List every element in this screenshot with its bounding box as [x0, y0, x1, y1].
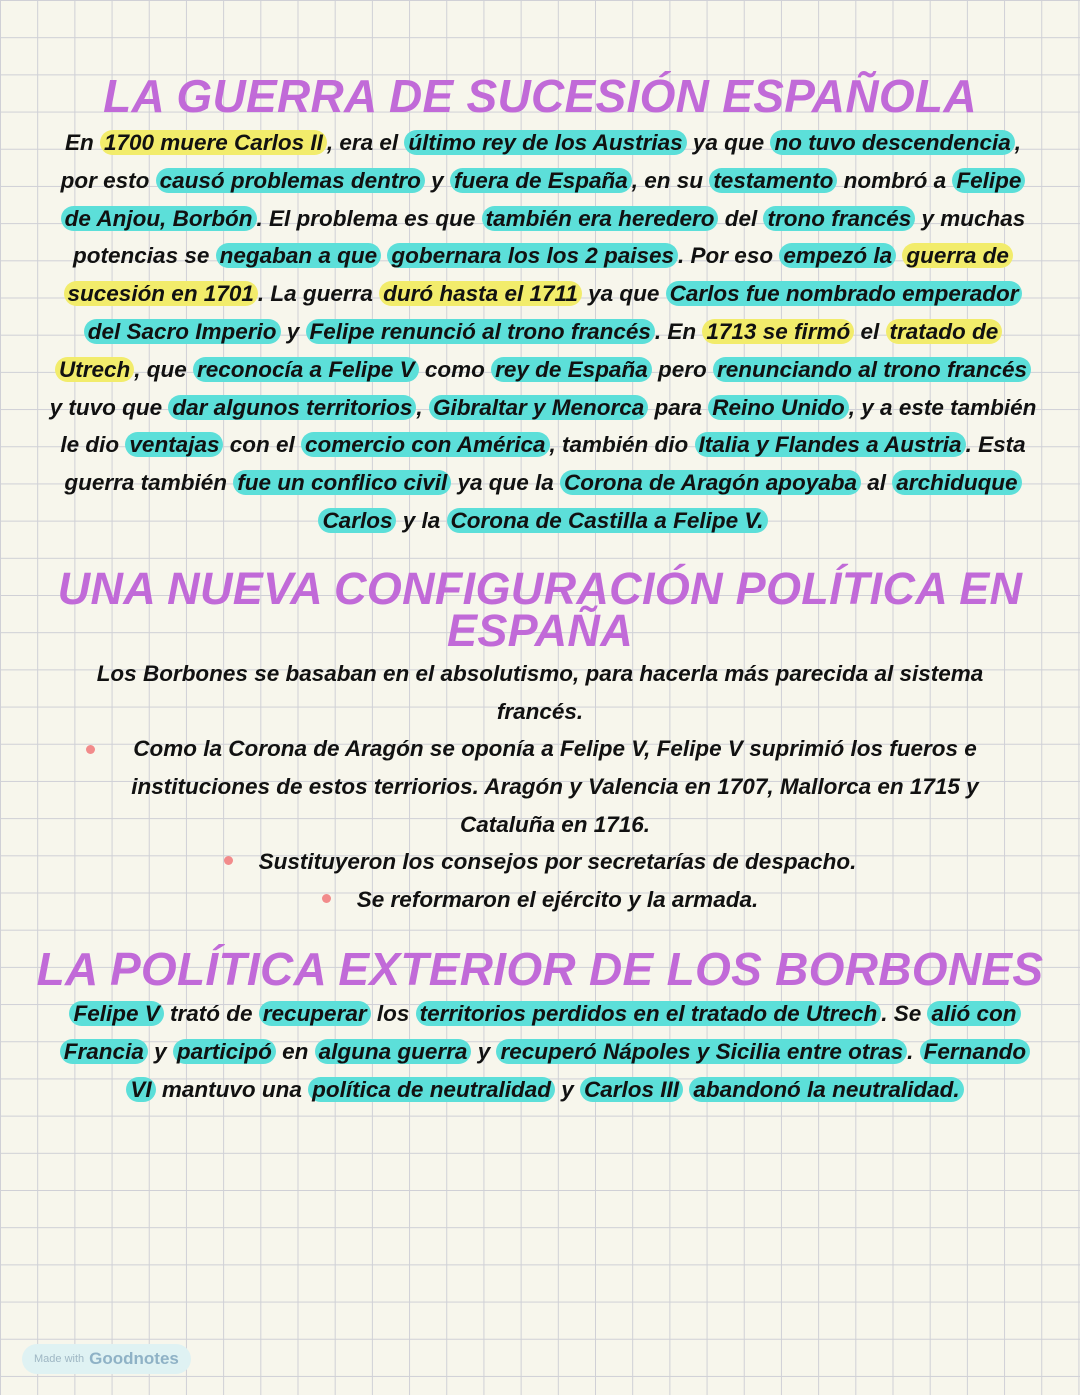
highlight-cyan: Gibraltar y Menorca: [429, 395, 648, 420]
highlight-cyan: causó problemas dentro: [156, 168, 425, 193]
highlight-cyan: Italia y Flandes a Austria: [695, 432, 966, 457]
section-3-title: LA POLÍTICA EXTERIOR DE LOS BORBONES: [36, 943, 1044, 995]
text-run: ya que la: [451, 470, 561, 496]
text-run: nombró a: [837, 167, 953, 193]
bullet-dot-icon: [86, 745, 95, 754]
list-item: [60, 881, 1020, 919]
bullet-text: Sustituyeron los consejos por secretarías de despacho.: [258, 849, 857, 875]
highlight-cyan: alió con Francia: [60, 1001, 1021, 1064]
text-run: . Por eso: [678, 243, 780, 269]
text-run: del: [718, 205, 764, 231]
highlight-cyan: trono francés: [763, 206, 915, 231]
highlight-cyan: Felipe renunció al trono francés: [306, 319, 655, 344]
section-1-title: LA GUERRA DE SUCESIÓN ESPAÑOLA: [103, 70, 977, 122]
text-run: mantuvo una: [155, 1076, 309, 1102]
text-run: . Se: [881, 1001, 928, 1026]
text-run: al: [861, 470, 893, 496]
text-run: y: [471, 1038, 497, 1064]
highlight-cyan: abandonó la neutralidad.: [689, 1077, 963, 1102]
highlight-yellow: 1713 se firmó: [702, 319, 854, 344]
text-run: trató de: [163, 1001, 259, 1026]
text-run: ya que: [581, 281, 666, 307]
bullet-text: Como la Corona de Aragón se oponía a Felipe V, Felipe V suprimió los fueros e instituciones de estos terriorios. Aragón y Valencia en 1707, Mallorca en 1715 y Cataluña en 1716.: [131, 736, 979, 837]
text-run: . La guerra: [257, 281, 380, 307]
text-run: ya que: [686, 130, 771, 155]
highlight-cyan: fue un conflico civil: [233, 470, 451, 495]
text-run: , y a este también le dio: [60, 394, 1037, 458]
bullet-dot-icon: [322, 894, 331, 903]
highlight-cyan: recuperar: [259, 1001, 371, 1026]
highlight-yellow: guerra de sucesión en 1701: [64, 243, 1013, 306]
highlight-cyan: participó: [173, 1039, 276, 1064]
text-run: y: [424, 167, 450, 193]
text-run: los: [370, 1001, 416, 1026]
text-run: y la: [396, 507, 447, 533]
text-run: y: [554, 1076, 580, 1102]
highlight-cyan: Felipe V: [69, 1001, 163, 1026]
highlight-cyan: Felipe de Anjou, Borbón: [61, 168, 1026, 231]
section-2-intro: Los Borbones se basaban en el absolutismo, para hacerla más parecida al sistema francés.: [96, 661, 984, 724]
section-2-title-line1: UNA NUEVA CONFIGURACIÓN POLÍTICA EN: [57, 563, 1023, 614]
text-run: . Esta guerra también: [64, 432, 1026, 496]
highlight-cyan: gobernara los los 2 paises: [387, 243, 678, 268]
text-run: y: [147, 1038, 173, 1064]
watermark-prefix: Made with: [34, 1353, 85, 1365]
highlight-cyan: renunciando al trono francés: [713, 357, 1031, 382]
bullet-text: Se reformaron el ejército y la armada.: [356, 887, 759, 913]
text-run: , era el: [326, 130, 405, 155]
text-run: y muchas potencias se: [73, 205, 1026, 269]
highlight-cyan: archiduque Carlos: [318, 470, 1021, 533]
text-run: , por esto: [60, 130, 1022, 193]
highlight-cyan: alguna guerra: [315, 1039, 472, 1064]
highlight-cyan: negaban a que: [216, 243, 382, 268]
highlight-yellow: 1700 muere Carlos II: [100, 130, 327, 155]
list-item: [60, 843, 1020, 881]
highlight-cyan: Carlos fue nombrado emperador del Sacro Imperio: [84, 281, 1023, 344]
watermark-brand: Goodnotes: [89, 1349, 179, 1368]
section-2-title-line2: ESPAÑA: [447, 605, 633, 656]
text-run: , también dio: [549, 432, 695, 458]
highlight-cyan: comercio con América: [301, 432, 550, 457]
text-run: En: [64, 130, 100, 155]
highlight-cyan: testamento: [709, 168, 837, 193]
highlight-cyan: Carlos III: [580, 1077, 683, 1102]
highlight-cyan: ventajas: [125, 432, 223, 457]
text-run: , que: [134, 356, 194, 382]
highlight-cyan: política de neutralidad: [308, 1077, 555, 1102]
text-run: como: [418, 356, 492, 382]
highlight-cyan: no tuvo descendencia: [770, 130, 1014, 155]
highlight-cyan: último rey de los Austrias: [404, 130, 686, 155]
highlight-cyan: dar algunos territorios: [168, 395, 416, 420]
text-run: . En: [654, 318, 703, 344]
highlight-cyan: también era heredero: [482, 206, 719, 231]
highlight-cyan: territorios perdidos en el tratado de Utrech: [416, 1001, 882, 1026]
text-run: con el: [223, 432, 302, 458]
text-run: y: [280, 318, 306, 344]
text-run: pero: [651, 356, 713, 382]
text-run: . El problema es que: [256, 205, 482, 231]
section-2-bullet-list: [60, 730, 1020, 919]
highlight-cyan: Corona de Aragón apoyaba: [560, 470, 861, 495]
highlight-cyan: fuera de España: [450, 168, 632, 193]
text-run: para: [648, 394, 709, 420]
highlight-cyan: reconocía a Felipe V: [193, 357, 419, 382]
section-2-title: [0, 563, 1080, 656]
text-run: y tuvo que: [49, 394, 169, 420]
highlight-cyan: recuperó Nápoles y Sicilia entre otras: [496, 1039, 907, 1064]
highlight-yellow: duró hasta el 1711: [379, 281, 582, 306]
text-run: el: [854, 318, 886, 344]
highlight-yellow: tratado de Utrech: [55, 319, 1002, 382]
text-run: , en su: [631, 167, 710, 193]
highlight-cyan: Corona de Castilla a Felipe V.: [447, 508, 768, 533]
text-run: en: [275, 1038, 315, 1064]
bullet-dot-icon: [224, 856, 233, 865]
list-item: [60, 730, 1020, 843]
section-3-paragraph: [50, 995, 1040, 1108]
highlight-cyan: Fernando VI: [126, 1039, 1030, 1102]
goodnotes-watermark: [22, 1344, 191, 1374]
highlight-cyan: rey de España: [491, 357, 652, 382]
text-run: ,: [416, 394, 429, 420]
section-1-paragraph: [48, 124, 1038, 540]
highlight-cyan: empezó la: [779, 243, 896, 268]
highlight-cyan: Reino Unido: [708, 395, 848, 420]
text-run: .: [907, 1038, 920, 1064]
